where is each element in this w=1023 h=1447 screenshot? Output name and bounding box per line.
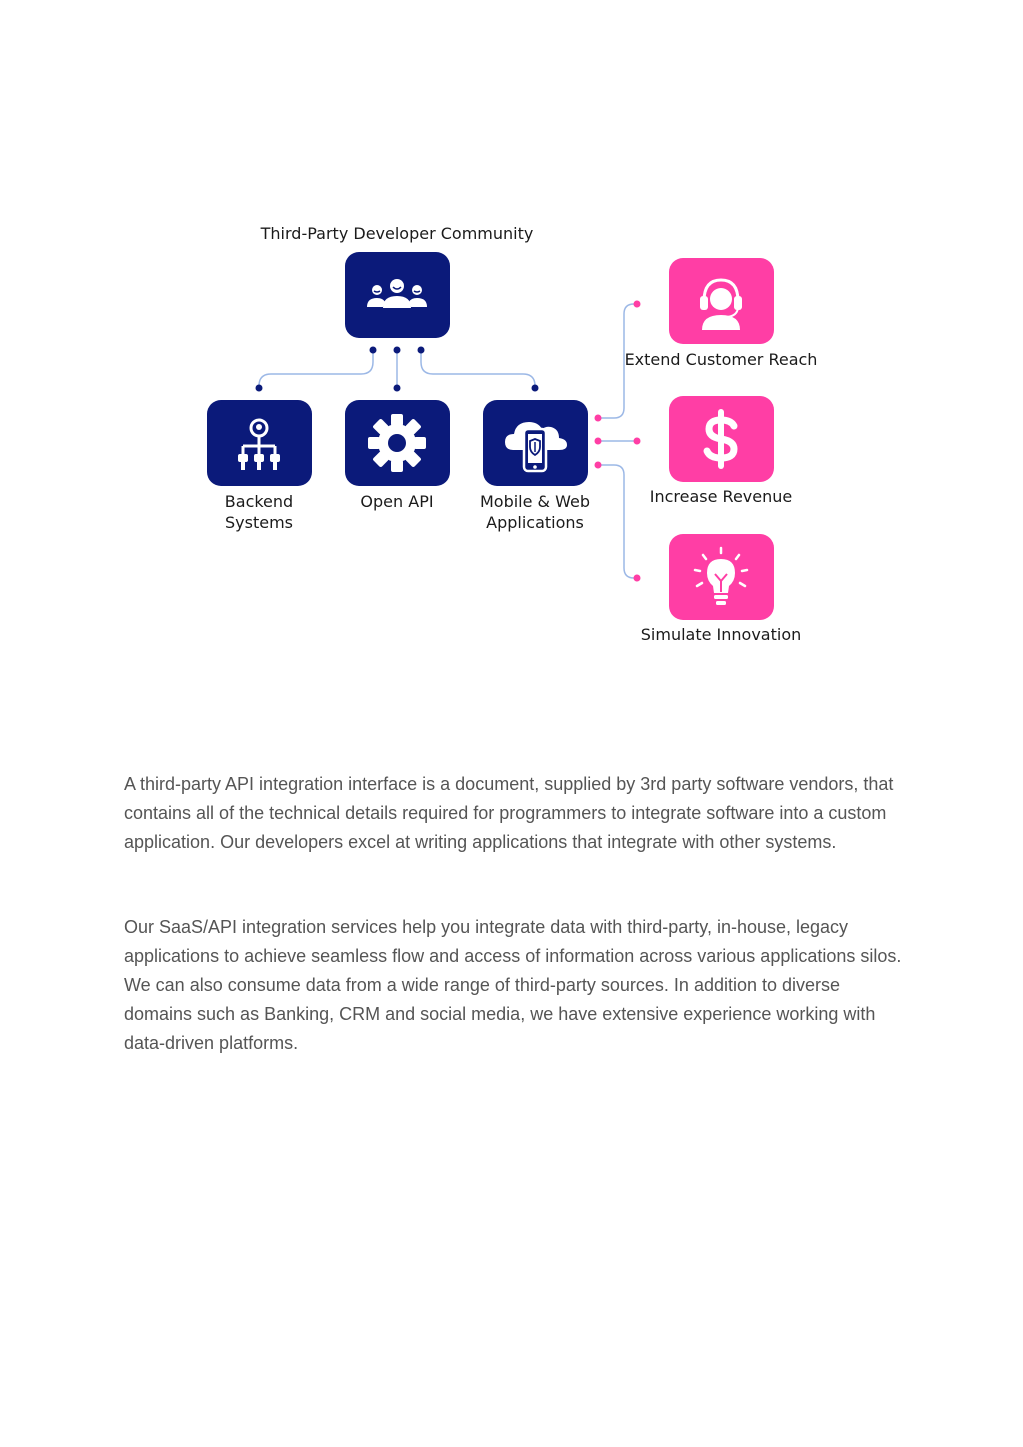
simulate-innovation-box — [669, 534, 774, 620]
mobile-web-label-line2: Applications — [486, 513, 584, 532]
integration-diagram — [0, 0, 1023, 700]
body-paragraph-1: A third-party API integration interface is a document, supplied by 3rd party software vendors, that contains all of the technical details required for programmers to integrate software into a custom application. Our developers excel at writing applications that integrate with other systems. — [124, 774, 894, 852]
people-group-icon — [345, 252, 450, 338]
connector-dot — [595, 462, 602, 469]
connector-dot — [370, 347, 377, 354]
backend-label-line2: Systems — [225, 513, 293, 532]
backend-systems-box — [207, 400, 312, 486]
community-title: Third-Party Developer Community — [260, 224, 534, 243]
dollar-icon — [669, 396, 774, 482]
extend-reach-label: Extend Customer Reach — [624, 350, 818, 369]
connector-dot — [532, 385, 539, 392]
headset-agent-icon — [669, 258, 774, 344]
mobile-web-box — [483, 400, 588, 486]
extend-reach-box — [669, 258, 774, 344]
community-box — [345, 252, 450, 338]
connector-dot — [634, 301, 641, 308]
connector-dot — [595, 415, 602, 422]
connector-dot — [595, 438, 602, 445]
connector-dot — [256, 385, 263, 392]
connector-dot — [394, 347, 401, 354]
gear-icon — [345, 400, 450, 486]
connector-lines — [0, 0, 1023, 700]
connector-dot — [634, 438, 641, 445]
cloud-phone-shield-icon — [483, 400, 588, 486]
body-paragraph-2: Our SaaS/API integration services help you integrate data with third-party, in-house, legacy applications to achieve seamless flow and access of information across various applications silos. We can also consume data from a wide range of third-party sources. In addition to diverse domains such as Banking, CRM and social media, we have extensive experience working with data-driven platforms. — [124, 917, 902, 1053]
increase-revenue-box — [669, 396, 774, 482]
increase-revenue-label: Increase Revenue — [649, 487, 793, 506]
open-api-box — [345, 400, 450, 486]
lightbulb-icon — [669, 534, 774, 620]
backend-label-line1: Backend — [224, 492, 294, 511]
simulate-innovation-label: Simulate Innovation — [640, 625, 802, 644]
org-chart-icon — [207, 400, 312, 486]
connector-dot — [418, 347, 425, 354]
connector-dot — [634, 575, 641, 582]
mobile-web-label-line1: Mobile & Web — [479, 492, 590, 511]
connector-dot — [394, 385, 401, 392]
open-api-label: Open API — [360, 492, 434, 511]
